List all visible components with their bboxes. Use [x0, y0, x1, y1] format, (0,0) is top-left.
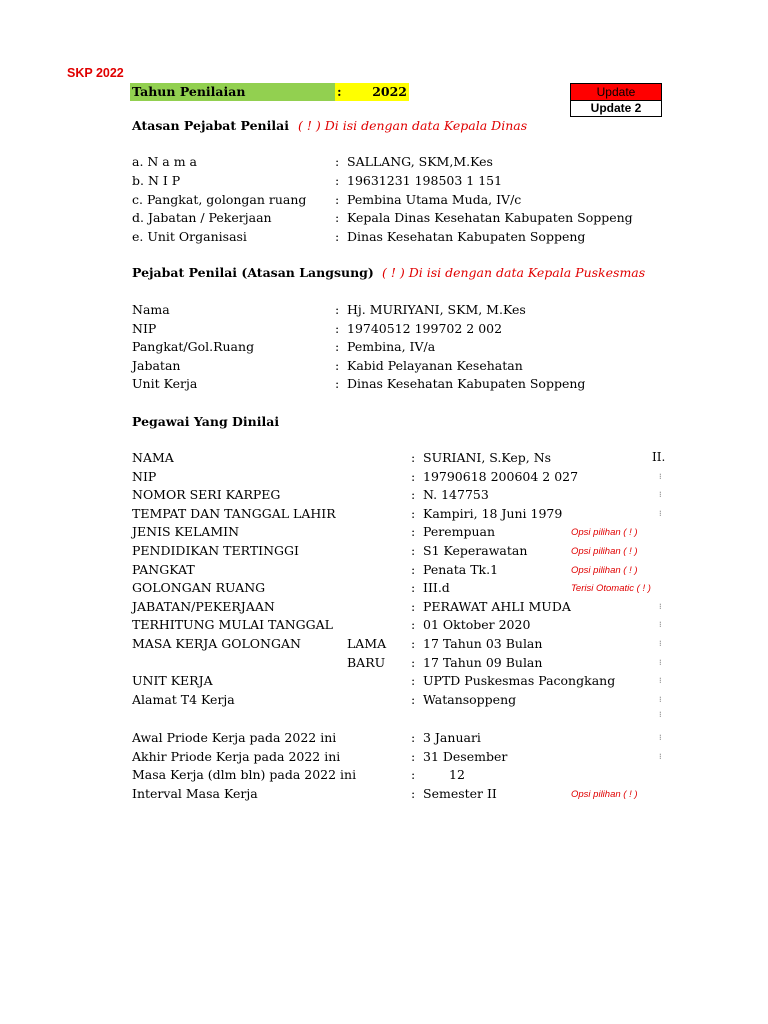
periode-value[interactable]: 31 Desember — [423, 748, 508, 764]
pejabat-colon: : — [335, 339, 340, 354]
pegawai-colon: : — [411, 617, 416, 633]
periode-marker: ⁝ — [659, 751, 662, 761]
update-button-label: Update — [596, 85, 636, 99]
pegawai-colon: : — [411, 468, 416, 484]
pegawai-value[interactable]: 19790618 200604 2 027 — [423, 468, 579, 484]
pegawai-label: TEMPAT DAN TANGGAL LAHIR — [132, 505, 336, 521]
pegawai-label: TERHITUNG MULAI TANGGAL — [132, 617, 333, 633]
pegawai-colon: : — [411, 673, 416, 689]
atasan-value[interactable]: Pembina Utama Muda, IV/c — [347, 191, 522, 207]
pegawai-colon: : — [411, 487, 416, 503]
tahun-penilaian-label: Tahun Penilaian — [132, 84, 246, 99]
pegawai-label: PANGKAT — [132, 561, 195, 577]
pegawai-label: GOLONGAN RUANG — [132, 580, 266, 596]
pegawai-label: JENIS KELAMIN — [132, 524, 240, 540]
pegawai-sub-label: BARU — [347, 654, 386, 670]
pegawai-value[interactable]: 17 Tahun 03 Bulan — [423, 636, 543, 651]
pegawai-value[interactable]: SURIANI, S.Kep, Ns — [423, 450, 552, 465]
periode-value[interactable]: Semester II — [423, 785, 497, 801]
pegawai-value[interactable]: N. 147753 — [423, 487, 489, 503]
pejabat-colon: : — [335, 320, 340, 336]
pejabat-label: Unit Kerja — [132, 376, 198, 391]
pegawai-marker: ⁝ — [659, 620, 662, 630]
tahun-penilaian-value: 2022 — [372, 84, 407, 99]
pegawai-colon: : — [411, 524, 416, 540]
pegawai-colon: : — [411, 654, 416, 670]
periode-colon: : — [411, 785, 416, 801]
pejabat-label: Jabatan — [132, 357, 181, 373]
update-2-button[interactable] — [570, 100, 662, 117]
pejabat-colon: : — [335, 302, 340, 317]
atasan-label: b. N I P — [132, 172, 181, 188]
pejabat-colon: : — [335, 357, 340, 373]
pegawai-colon: : — [411, 580, 416, 596]
atasan-colon: : — [335, 154, 340, 169]
pegawai-marker: ⁝ — [659, 657, 662, 667]
periode-label: Interval Masa Kerja — [132, 785, 258, 801]
pejabat-value[interactable]: Pembina, IV/a — [347, 339, 436, 354]
atasan-colon: : — [335, 229, 340, 245]
pegawai-value[interactable]: PERAWAT AHLI MUDA — [423, 598, 571, 614]
periode-value[interactable]: 12 — [449, 767, 465, 783]
atasan-value[interactable]: SALLANG, SKM,M.Kes — [347, 154, 493, 169]
tahun-penilaian-value-cell[interactable] — [335, 83, 409, 101]
pegawai-value[interactable]: Perempuan — [423, 524, 496, 540]
pegawai-colon: : — [411, 543, 416, 558]
pegawai-marker: ⁝ — [659, 694, 662, 704]
pegawai-value[interactable]: 01 Oktober 2020 — [423, 617, 531, 633]
atasan-heading: Atasan Pejabat Penilai — [132, 118, 289, 133]
atasan-colon: : — [335, 210, 340, 226]
pegawai-colon: : — [411, 450, 416, 465]
pegawai-label: Alamat T4 Kerja — [132, 691, 235, 707]
update-button[interactable] — [570, 83, 662, 101]
periode-option-note: Opsi pilihan ( ! ) — [571, 788, 638, 800]
atasan-label: a. N a m a — [132, 154, 198, 169]
pegawai-label: JABATAN/PEKERJAAN — [132, 598, 275, 614]
pegawai-label: NAMA — [132, 450, 174, 465]
periode-colon: : — [411, 730, 416, 745]
periode-colon: : — [411, 748, 416, 764]
pegawai-value[interactable]: Kampiri, 18 Juni 1979 — [423, 505, 563, 521]
pejabat-value[interactable]: Dinas Kesehatan Kabupaten Soppeng — [347, 376, 586, 391]
periode-label: Awal Priode Kerja pada 2022 ini — [132, 730, 337, 745]
tahun-penilaian-label-cell — [130, 83, 335, 101]
pejabat-label: NIP — [132, 320, 157, 336]
pegawai-option-note: Opsi pilihan ( ! ) — [571, 564, 638, 576]
pegawai-label: PENDIDIKAN TERTINGGI — [132, 543, 299, 558]
pegawai-colon: : — [411, 691, 416, 707]
periode-label: Masa Kerja (dlm bln) pada 2022 ini — [132, 767, 357, 783]
pegawai-label: NOMOR SERI KARPEG — [132, 487, 281, 503]
pegawai-marker: ⁝ — [659, 601, 662, 611]
pegawai-value[interactable]: III.d — [423, 580, 450, 596]
atasan-note: ( ! ) Di isi dengan data Kepala Dinas — [298, 118, 528, 133]
pegawai-label: MASA KERJA GOLONGAN — [132, 636, 301, 651]
pegawai-marker: II. — [652, 450, 666, 464]
pegawai-value[interactable]: Watansoppeng — [423, 691, 517, 707]
atasan-value[interactable]: 19631231 198503 1 151 — [347, 172, 503, 188]
pegawai-option-note: Terisi Otomatic ( ! ) — [571, 583, 651, 595]
pegawai-marker: ⁝ — [659, 490, 662, 500]
atasan-label: d. Jabatan / Pekerjaan — [132, 210, 272, 226]
pejabat-label: Pangkat/Gol.Ruang — [132, 339, 255, 354]
atasan-colon: : — [335, 172, 340, 188]
pegawai-label: NIP — [132, 468, 157, 484]
periode-value[interactable]: 3 Januari — [423, 730, 481, 745]
pegawai-option-note: Opsi pilihan ( ! ) — [571, 546, 638, 557]
pegawai-colon: : — [411, 505, 416, 521]
pegawai-marker: ⁝ — [659, 676, 662, 686]
update-2-button-label: Update 2 — [590, 101, 642, 115]
pegawai-marker: ⁝ — [659, 471, 662, 481]
pegawai-marker: ⁝ — [659, 508, 662, 518]
periode-colon: : — [411, 767, 416, 783]
atasan-colon: : — [335, 191, 340, 207]
pegawai-value[interactable]: Penata Tk.1 — [423, 561, 499, 577]
pejabat-value[interactable]: Kabid Pelayanan Kesehatan — [347, 357, 523, 373]
pejabat-value[interactable]: Hj. MURIYANI, SKM, M.Kes — [347, 302, 526, 317]
pegawai-value[interactable]: UPTD Puskesmas Pacongkang — [423, 673, 616, 689]
pegawai-sub-label: LAMA — [347, 636, 387, 651]
pegawai-marker: ⁝ — [659, 639, 662, 648]
pejabat-colon: : — [335, 376, 340, 391]
document-title: SKP 2022 — [67, 66, 124, 80]
pejabat-note: ( ! ) Di isi dengan data Kepala Puskesmas — [382, 265, 646, 280]
atasan-value[interactable]: Dinas Kesehatan Kabupaten Soppeng — [347, 229, 586, 245]
pegawai-value[interactable]: 17 Tahun 09 Bulan — [423, 654, 543, 670]
atasan-label: e. Unit Organisasi — [132, 229, 247, 245]
pegawai-heading: Pegawai Yang Dinilai — [132, 414, 280, 429]
pejabat-heading: Pejabat Penilai (Atasan Langsung) — [132, 265, 374, 280]
atasan-label: c. Pangkat, golongan ruang — [132, 191, 307, 207]
pegawai-colon: : — [411, 636, 416, 651]
column-marker: ⁝ — [659, 710, 662, 719]
pejabat-value[interactable]: 19740512 199702 2 002 — [347, 320, 503, 336]
tahun-penilaian-colon: : — [337, 84, 342, 99]
pegawai-colon: : — [411, 561, 416, 577]
pegawai-value[interactable]: S1 Keperawatan — [423, 543, 528, 558]
pegawai-label: UNIT KERJA — [132, 673, 213, 689]
pegawai-colon: : — [411, 598, 416, 614]
periode-label: Akhir Priode Kerja pada 2022 ini — [132, 748, 341, 764]
atasan-value[interactable]: Kepala Dinas Kesehatan Kabupaten Soppeng — [347, 210, 633, 226]
periode-marker: ⁝ — [659, 733, 662, 742]
pejabat-label: Nama — [132, 302, 170, 317]
pegawai-option-note: Opsi pilihan ( ! ) — [571, 527, 638, 539]
